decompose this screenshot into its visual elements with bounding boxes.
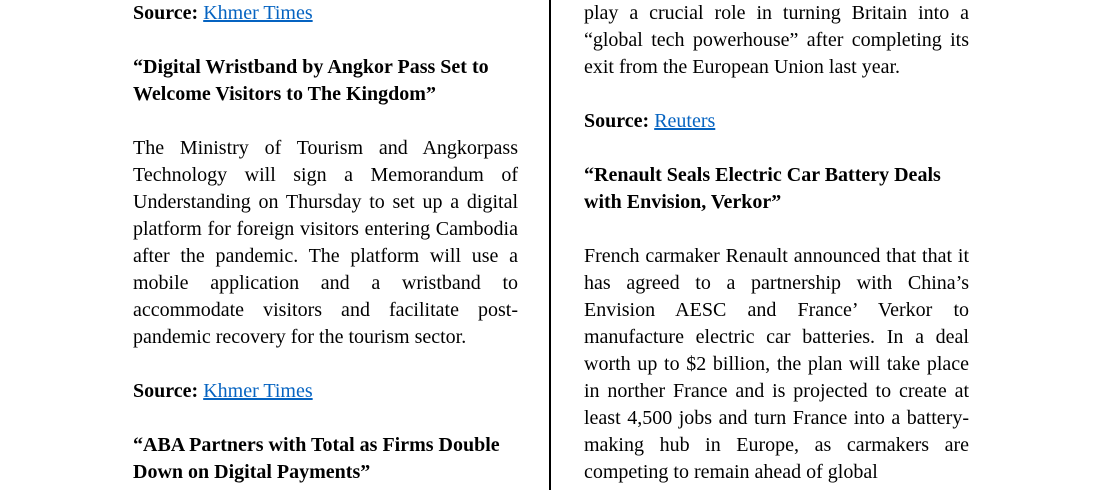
article-body: The Ministry of Tourism and Angkorpass Technology will sign a Memorandum of Understanding on Thursday to set up a digital platform for foreign visitors entering Cambodia after the pandemic. The platform will use a mobile application and a wristband to accommodate visitors and facilitate post-pandemic recovery for the tourism sector. (133, 137, 518, 348)
article-headline: “ABA Partners with Total as Firms Double Down on Digital Payments” (133, 434, 500, 483)
right-column (584, 0, 969, 486)
article-headline: “Digital Wristband by Angkor Pass Set to Welcome Visitors to The Kingdom” (133, 56, 489, 105)
source-label: Source: (133, 2, 199, 24)
source-line (133, 0, 518, 27)
article-body-continued: play a crucial role in turning Britain into a “global tech powerhouse” after completing its exit from the European Union last year. (584, 2, 969, 78)
article-headline: “Renault Seals Electric Car Battery Deals with Envision, Verkor” (584, 164, 941, 213)
source-line (584, 108, 969, 135)
source-line (133, 378, 518, 405)
left-column (133, 0, 518, 486)
column-divider (549, 0, 551, 490)
source-link-khmer-times[interactable]: Khmer Times (203, 380, 313, 402)
source-link-reuters[interactable]: Reuters (654, 110, 716, 132)
source-link-khmer-times[interactable]: Khmer Times (203, 2, 313, 24)
source-label: Source: (584, 110, 650, 132)
article-body: French carmaker Renault announced that that it has agreed to a partnership with China’s Envision AESC and France’ Verkor to manufacture electric car batteries. In a deal worth up to $2 billion, the plan will take place in norther France and is projected to create at least 4,500 jobs and turn France into a battery-making hub in Europe, as carmakers are competing to remain ahead of global (584, 245, 969, 483)
source-label: Source: (133, 380, 199, 402)
